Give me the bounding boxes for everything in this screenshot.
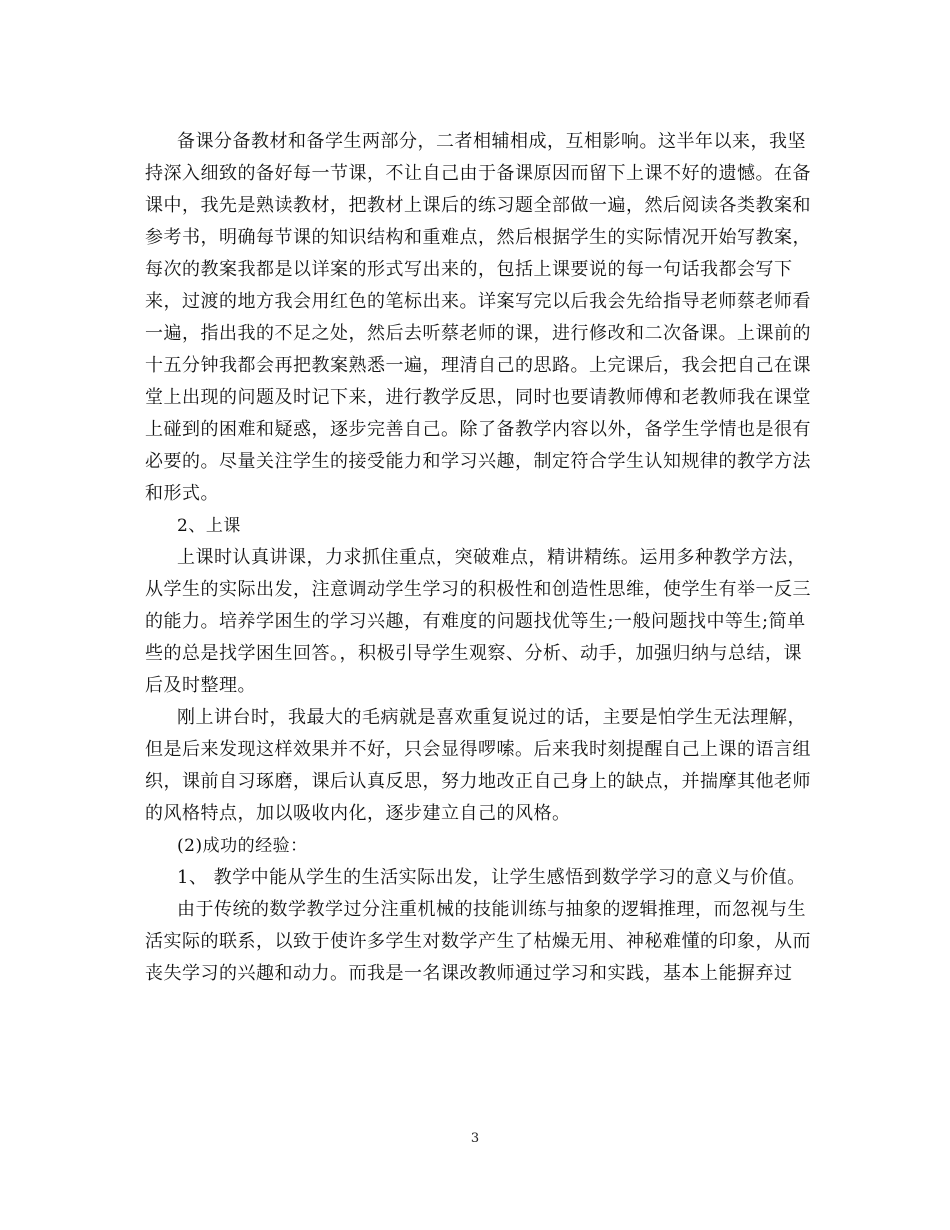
paragraph-line: 丧失学习的兴趣和动力。而我是一名课改教师通过学习和实践，基本上能摒弃过	[145, 963, 793, 984]
paragraph-line: 刚上讲台时，我最大的毛病就是喜欢重复说过的话，主要是怕学生无法理解，	[177, 707, 806, 728]
paragraph-line: 些的总是找学困生回答。，积极引导学生观察、分析、动手，加强归纳与总结，课	[145, 643, 802, 664]
paragraph-line: 持深入细致的备好每一节课，不让自己由于备课原因而留下上课不好的遗憾。在备	[145, 163, 811, 184]
paragraph-line: 上课时认真讲课，力求抓住重点，突破难点，精讲精练。运用多种教学方法，	[177, 547, 806, 568]
paragraph-line: 活实际的联系，以致于使许多学生对数学产生了枯燥无用、神秘难懂的印象，从而	[145, 931, 811, 952]
paragraph-line: 十五分钟我都会再把教案熟悉一遍，理清自己的思路。上完课后，我会把自己在课	[145, 355, 811, 376]
paragraph-line: 必要的。尽量关注学生的接受能力和学习兴趣，制定符合学生认知规律的教学方法	[145, 451, 811, 472]
paragraph-line: 从学生的实际出发，注意调动学生学习的积极性和创造性思维，使学生有举一反三	[145, 579, 811, 600]
paragraph-line: 由于传统的数学教学过分注重机械的技能训练与抽象的逻辑推理，而忽视与生	[177, 899, 806, 920]
paragraph-line: 后及时整理。	[145, 675, 256, 696]
paragraph-line: 织，课前自习琢磨，课后认真反思，努力地改正自己身上的缺点，并揣摩其他老师	[145, 771, 811, 792]
paragraph-line: 备课分备教材和备学生两部分，二者相辅相成，互相影响。这半年以来，我坚	[177, 131, 806, 152]
paragraph-line: 和形式。	[145, 483, 219, 504]
paragraph-line: 来，过渡的地方我会用红色的笔标出来。详案写完以后我会先给指导老师蔡老师看	[145, 291, 811, 312]
section-heading: 2、上课	[177, 516, 241, 536]
paragraph-line: 课中，我先是熟读教材，把教材上课后的练习题全部做一遍，然后阅读各类教案和	[145, 195, 811, 216]
paragraph-line: 的风格特点，加以吸收内化，逐步建立自己的风格。	[145, 803, 571, 824]
paragraph-line: 的能力。培养学困生的学习兴趣，有难度的问题找优等生;一般问题找中等生;简单	[145, 611, 806, 632]
paragraph-line: 一遍，指出我的不足之处，然后去听蔡老师的课，进行修改和二次备课。上课前的	[145, 323, 811, 344]
body-text	[145, 126, 815, 990]
paragraph-line: 参考书，明确每节课的知识结构和重难点，然后根据学生的实际情况开始写教案，	[145, 227, 811, 248]
page-number: 3	[470, 1131, 480, 1146]
paragraph-line: 每次的教案我都是以详案的形式写出来的，包括上课要说的每一句话我都会写下	[145, 259, 793, 280]
paragraph-line: 上碰到的困难和疑惑，逐步完善自己。除了备教学内容以外，备学生学情也是很有	[145, 419, 811, 440]
paragraph-line: 堂上出现的问题及时记下来，进行教学反思，同时也要请教师傅和老教师我在课堂	[145, 387, 811, 408]
section-heading: (2)成功的经验：	[177, 836, 308, 856]
numbered-item: 1、 教学中能从学生的生活实际出发，让学生感悟到数学学习的意义与价值。	[177, 867, 806, 888]
paragraph-line: 但是后来发现这样效果并不好，只会显得啰嗦。后来我时刻提醒自己上课的语言组	[145, 739, 811, 760]
